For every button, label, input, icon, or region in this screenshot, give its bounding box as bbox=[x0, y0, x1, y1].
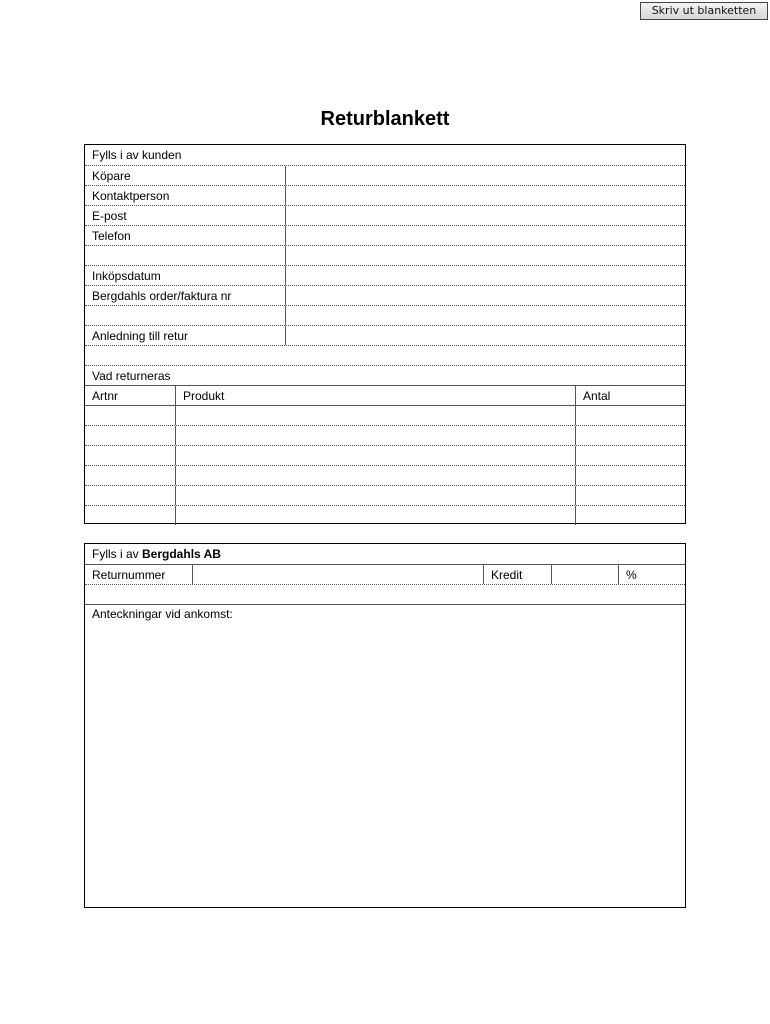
items-header-row bbox=[85, 365, 685, 385]
customer-section bbox=[84, 144, 686, 524]
item-produkt-input[interactable] bbox=[175, 466, 575, 485]
item-artnr-input[interactable] bbox=[85, 426, 175, 445]
item-row bbox=[85, 445, 685, 465]
field-label-ordernr: Bergdahls order/faktura nr bbox=[92, 289, 232, 303]
field-row-telefon bbox=[85, 225, 685, 245]
item-artnr-input[interactable] bbox=[85, 486, 175, 505]
epost-input[interactable] bbox=[285, 206, 685, 225]
telefon-input[interactable] bbox=[285, 226, 685, 245]
notes-label: Anteckningar vid ankomst: bbox=[92, 607, 233, 621]
field-row-blank-2 bbox=[85, 305, 685, 325]
item-produkt-input[interactable] bbox=[175, 426, 575, 445]
item-antal-input[interactable] bbox=[575, 426, 685, 445]
item-row bbox=[85, 485, 685, 505]
company-section-header bbox=[85, 544, 221, 564]
inkopsdatum-input[interactable] bbox=[285, 266, 685, 285]
item-artnr-input[interactable] bbox=[85, 466, 175, 485]
company-blank-input[interactable] bbox=[85, 584, 685, 604]
item-row bbox=[85, 505, 685, 525]
item-artnr-input[interactable] bbox=[85, 446, 175, 465]
page-title: Returblankett bbox=[320, 108, 450, 130]
kredit-label: Kredit bbox=[483, 565, 551, 584]
field-row-inkopsdatum bbox=[85, 265, 685, 285]
kontaktperson-input[interactable] bbox=[285, 186, 685, 205]
anledning-input[interactable] bbox=[285, 326, 685, 345]
returnummer-input[interactable] bbox=[192, 565, 483, 584]
item-produkt-input[interactable] bbox=[175, 506, 575, 525]
field-row-anledning bbox=[85, 325, 685, 345]
field-label-epost: E-post bbox=[92, 209, 127, 223]
field-label-kopare: Köpare bbox=[92, 169, 131, 183]
blank-label-input-1[interactable] bbox=[85, 246, 285, 265]
field-row-epost bbox=[85, 205, 685, 225]
item-produkt-input[interactable] bbox=[175, 446, 575, 465]
percent-label: % bbox=[618, 565, 685, 584]
field-row-kopare bbox=[85, 165, 685, 185]
item-row bbox=[85, 405, 685, 425]
item-produkt-input[interactable] bbox=[175, 486, 575, 505]
item-artnr-input[interactable] bbox=[85, 406, 175, 425]
returnummer-label: Returnummer bbox=[92, 568, 166, 582]
item-antal-input[interactable] bbox=[575, 506, 685, 525]
item-artnr-input[interactable] bbox=[85, 506, 175, 525]
print-form-button[interactable]: Skriv ut blanketten bbox=[640, 2, 768, 20]
field-row-ordernr bbox=[85, 285, 685, 305]
kopare-input[interactable] bbox=[285, 166, 685, 185]
item-antal-input[interactable] bbox=[575, 466, 685, 485]
blank-value-input-2[interactable] bbox=[285, 306, 685, 325]
company-header-prefix: Fylls i av bbox=[92, 547, 143, 561]
item-antal-input[interactable] bbox=[575, 406, 685, 425]
anledning-extra-input[interactable] bbox=[85, 345, 685, 365]
column-artnr: Artnr bbox=[92, 389, 119, 403]
field-label-inkopsdatum: Inköpsdatum bbox=[92, 269, 161, 283]
field-label-kontaktperson: Kontaktperson bbox=[92, 189, 170, 203]
company-header-name: Bergdahls AB bbox=[142, 547, 221, 561]
item-row bbox=[85, 465, 685, 485]
returnummer-row bbox=[85, 564, 685, 584]
field-label-telefon: Telefon bbox=[92, 229, 131, 243]
company-section bbox=[84, 543, 686, 908]
column-antal: Antal bbox=[575, 386, 685, 405]
items-header: Vad returneras bbox=[92, 369, 171, 383]
blank-label-input-2[interactable] bbox=[85, 306, 285, 325]
column-produkt: Produkt bbox=[175, 386, 575, 405]
item-produkt-input[interactable] bbox=[175, 406, 575, 425]
customer-section-header-row bbox=[85, 145, 685, 165]
blank-value-input-1[interactable] bbox=[285, 246, 685, 265]
field-label-anledning: Anledning till retur bbox=[92, 329, 189, 343]
item-antal-input[interactable] bbox=[575, 446, 685, 465]
ordernr-input[interactable] bbox=[285, 286, 685, 305]
company-section-header-row bbox=[85, 544, 685, 564]
item-row bbox=[85, 425, 685, 445]
field-row-kontaktperson bbox=[85, 185, 685, 205]
field-row-blank-1 bbox=[85, 245, 685, 265]
notes-area[interactable] bbox=[85, 604, 685, 907]
customer-section-header: Fylls i av kunden bbox=[92, 148, 182, 162]
items-columns-row bbox=[85, 385, 685, 405]
item-antal-input[interactable] bbox=[575, 486, 685, 505]
kredit-input[interactable] bbox=[551, 565, 618, 584]
